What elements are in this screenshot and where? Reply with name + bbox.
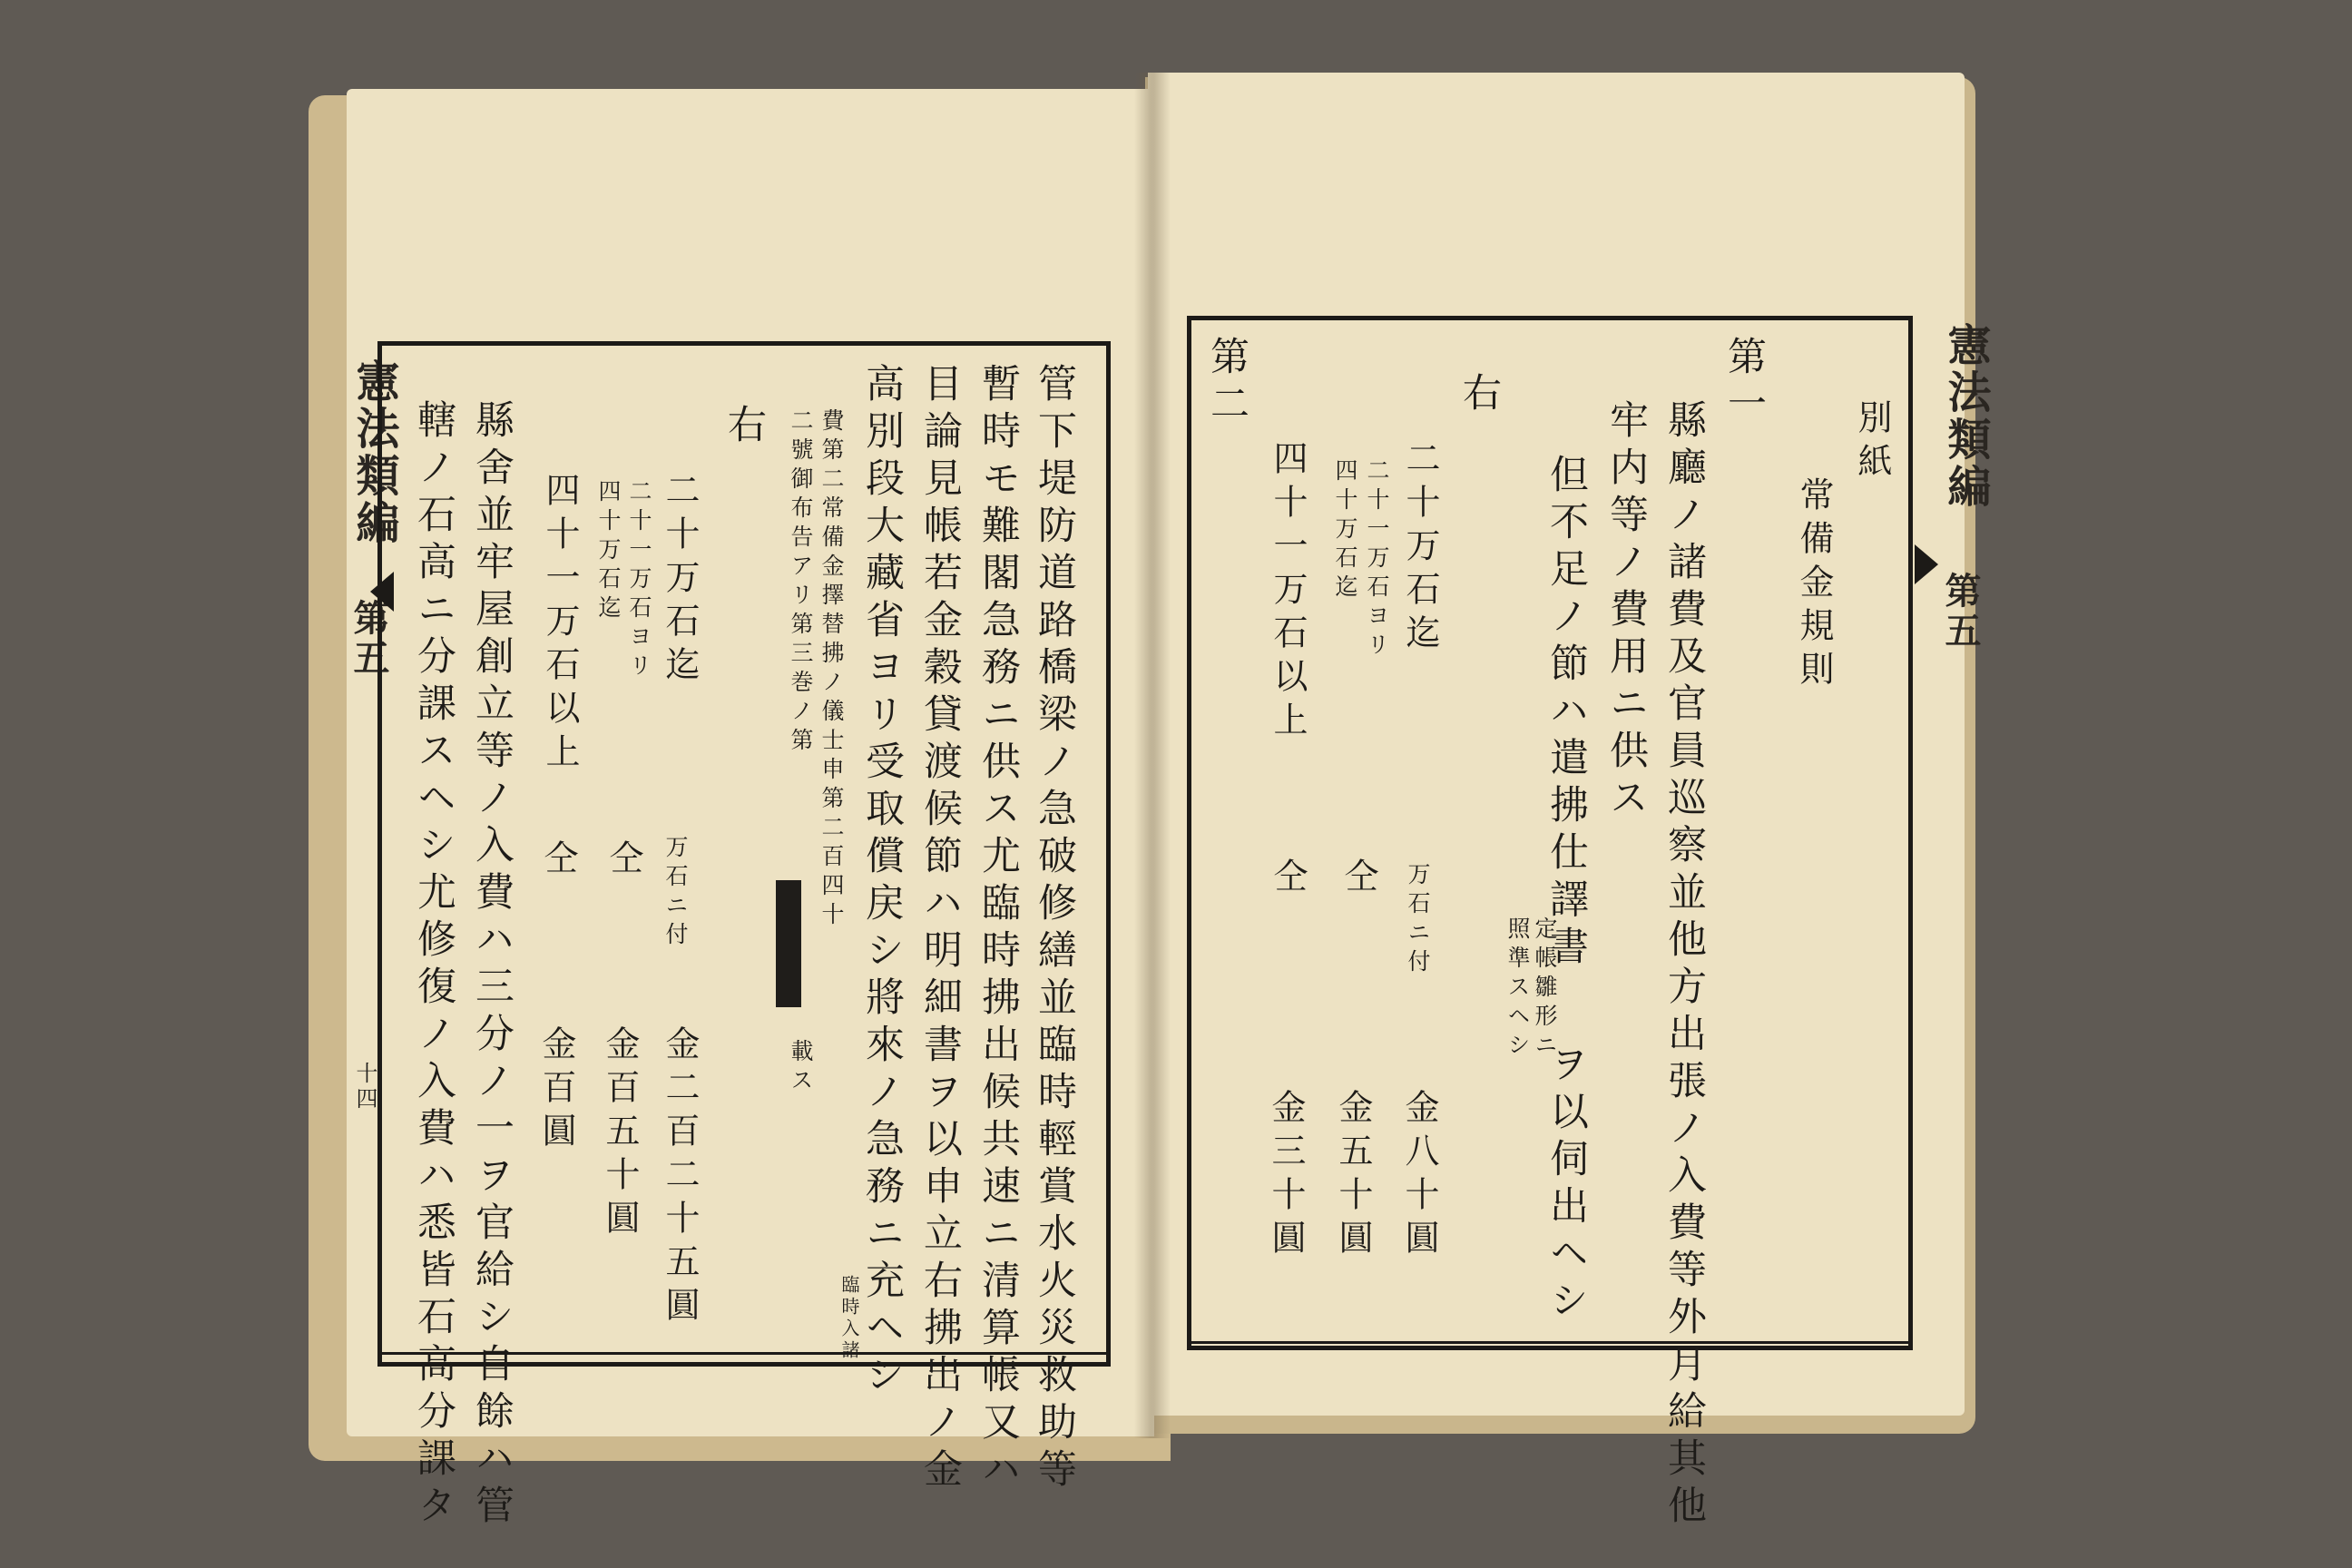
left-spine-volume: 第五: [348, 599, 390, 679]
right-bottom-rule: [1187, 1341, 1913, 1344]
left-tier-3: 四十万石迄: [595, 479, 622, 624]
right-spine-volume: 第五: [1939, 572, 1982, 652]
left-col-r1: 縣舍並牢屋創立等ノ入費ハ三分ノ一ヲ官給シ自餘ハ管: [469, 399, 514, 1532]
left-same-1: 仝: [603, 839, 643, 883]
left-right-label: 右: [721, 404, 767, 451]
right-amount-3: 金三十圓: [1266, 1089, 1306, 1263]
left-amount-1: 金二百二十五圓: [660, 1025, 700, 1330]
book-gutter: [1134, 73, 1171, 1438]
left-amount-3: 金百圓: [536, 1025, 576, 1156]
right-spine-marker: [1915, 544, 1938, 584]
left-spine-title: 憲法類編: [348, 358, 399, 547]
right-item-1: 第一: [1721, 336, 1767, 430]
left-tier-4: 四十一万石以上: [540, 472, 580, 777]
right-item-1-note-1: 定帳雛形ニ: [1532, 916, 1558, 1062]
right-right-label: 右: [1456, 372, 1502, 419]
left-tier-2: 二十一万石ヨリ: [626, 479, 652, 682]
right-amount-1: 金八十圓: [1399, 1089, 1439, 1263]
right-item-1-col-1: 縣廳ノ諸費及官員巡察並他方出張ノ入費等外月給其他: [1661, 399, 1707, 1532]
left-col-4: 高別段大藏省ヨリ受取償戻シ將來ノ急務ニ充ヘシ: [859, 363, 905, 1401]
left-col-1: 管下堤防道路橋梁ノ急破修繕並臨時輕賞水火災救助等: [1032, 363, 1077, 1495]
right-title: 別紙: [1852, 399, 1892, 486]
right-unit: 万石ニ付: [1405, 862, 1431, 978]
left-note-2: 二號御布告アリ第三巻ノ第: [788, 408, 814, 757]
right-spine-title: 憲法類編: [1940, 322, 1991, 511]
right-item-1-note-2: 照準スヘシ: [1504, 916, 1531, 1062]
right-amount-2: 金五十圓: [1333, 1089, 1373, 1263]
right-item-2: 第二: [1204, 336, 1250, 430]
left-unit: 万石ニ付: [662, 835, 689, 951]
folio-number: 十四: [352, 1062, 377, 1112]
right-same-2: 仝: [1268, 858, 1308, 901]
right-tier-2: 二十一万石ヨリ: [1364, 458, 1390, 662]
censored-block: [776, 880, 801, 1007]
left-note-1: 費第二常備金擇替拂ノ儀士申第二百四十: [818, 408, 845, 931]
left-col-r2: 轄ノ石高ニ分課スヘシ尤修復ノ入費ハ悉皆石高分課タ: [411, 399, 456, 1532]
right-item-1-col-2: 牢内等ノ費用ニ供ス: [1603, 399, 1649, 824]
right-item-1-col-3: 但不足ノ節ハ遣拂仕譯書: [1544, 454, 1589, 973]
left-same-2: 仝: [538, 839, 578, 883]
left-col-4-annotation: 臨時入諸: [838, 1275, 860, 1362]
right-tier-1: 二十万石迄: [1400, 440, 1440, 658]
left-col-2: 暫時モ難閣急務ニ供ス尤臨時拂出候共速ニ清算帳又ハ: [975, 363, 1021, 1495]
left-tier-1: 二十万石迄: [660, 472, 700, 690]
right-tier-4: 四十一万石以上: [1268, 440, 1308, 745]
left-amount-2: 金百五十圓: [600, 1025, 640, 1243]
left-note-3: 載ス: [788, 1039, 814, 1097]
right-tier-3: 四十万石迄: [1332, 458, 1358, 603]
left-col-3: 目論見帳若金穀貸渡候節ハ明細書ヲ以申立右拂出ノ金: [917, 363, 963, 1495]
right-item-1-col-3b: ヲ以伺出ヘシ: [1544, 1044, 1589, 1327]
right-subtitle: 常備金規則: [1794, 476, 1834, 694]
right-same-1: 仝: [1338, 858, 1378, 901]
